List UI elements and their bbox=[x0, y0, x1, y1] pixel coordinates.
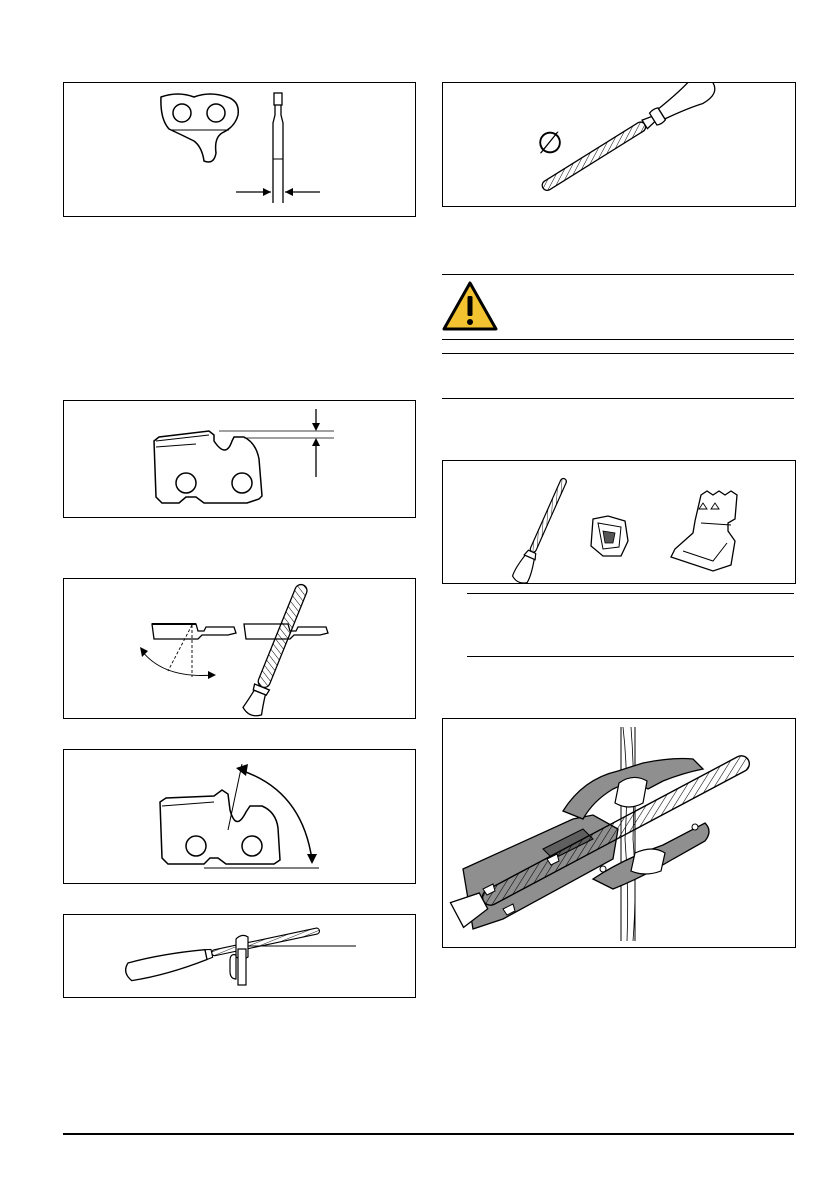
figure-file-tools bbox=[442, 460, 796, 584]
warning-top-rule bbox=[442, 274, 794, 275]
round-file-illustration bbox=[443, 83, 797, 208]
note-top-rule bbox=[442, 353, 794, 354]
note2-top-rule bbox=[467, 593, 794, 594]
warning-bottom-rule bbox=[442, 339, 794, 340]
file-holder-chain-illustration bbox=[443, 719, 797, 949]
depth-gauge-tool bbox=[671, 491, 737, 571]
figure-filing-angle bbox=[63, 578, 416, 719]
cutter-depth-gauge-illustration bbox=[64, 401, 417, 519]
warning-triangle-icon bbox=[442, 281, 498, 331]
note-bottom-rule bbox=[442, 398, 794, 399]
figure-drive-link-thickness bbox=[63, 82, 416, 217]
figure-top-plate-angle bbox=[63, 749, 416, 884]
figure-file-position bbox=[63, 914, 416, 998]
figure-depth-gauge-setting bbox=[63, 400, 416, 518]
diameter-symbol: ∅ bbox=[537, 126, 564, 161]
figure-round-file-diameter bbox=[442, 82, 796, 207]
file-holder-tool bbox=[591, 516, 628, 556]
drive-link-illustration bbox=[64, 83, 417, 218]
figure-file-holder-on-chain bbox=[442, 718, 796, 948]
note2-bottom-rule bbox=[467, 656, 794, 657]
filing-angle-illustration bbox=[64, 579, 417, 720]
file-position-illustration bbox=[64, 915, 417, 999]
file-tools-illustration bbox=[443, 461, 797, 585]
footer-rule bbox=[63, 1133, 794, 1135]
top-plate-angle-illustration bbox=[64, 750, 417, 885]
